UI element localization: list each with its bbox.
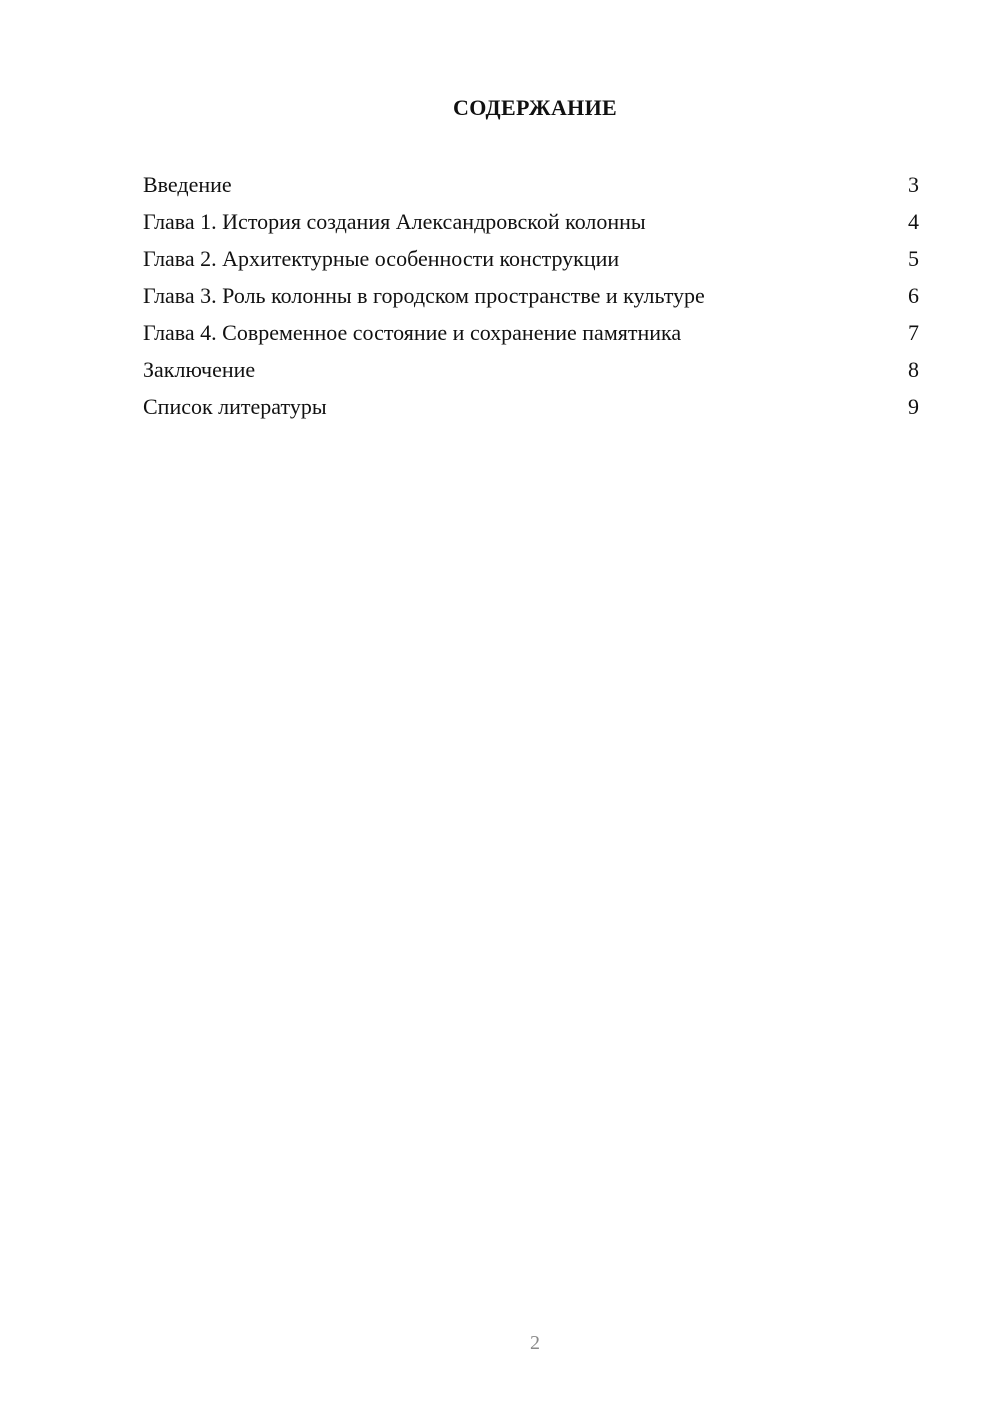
toc-entry-bibliography	[143, 390, 919, 427]
page-title: СОДЕРЖАНИЕ	[453, 95, 617, 120]
toc-entry-chapter-3	[143, 279, 919, 316]
toc-entry-conclusion	[143, 353, 919, 390]
toc-entry-label: Глава 1. История создания Александровской колонны	[143, 209, 646, 234]
toc-entry-chapter-4	[143, 316, 919, 353]
toc-entry-page: 9	[908, 394, 919, 419]
toc-entry-page: 6	[908, 283, 919, 308]
toc-entry-page: 8	[908, 357, 919, 382]
toc-entry-label: Глава 2. Архитектурные особенности конструкции	[143, 246, 620, 271]
toc-entry-chapter-2	[143, 242, 919, 279]
toc-entry-label: Глава 3. Роль колонны в городском пространстве и культуре	[143, 283, 705, 308]
toc-entry-page: 4	[908, 209, 919, 234]
toc-entry-chapter-1	[143, 205, 919, 242]
toc-entry-label: Список литературы	[143, 394, 327, 419]
toc-entry-introduction	[143, 168, 919, 205]
toc-entry-page: 7	[908, 320, 919, 345]
toc-entry-page: 3	[908, 172, 919, 197]
toc-entry-label: Введение	[143, 172, 232, 197]
page-number: 2	[530, 1332, 540, 1354]
toc-entry-label: Глава 4. Современное состояние и сохранение памятника	[143, 320, 682, 345]
toc-entry-label: Заключение	[143, 357, 256, 382]
table-of-contents	[143, 168, 919, 427]
toc-entry-page: 5	[908, 246, 919, 271]
